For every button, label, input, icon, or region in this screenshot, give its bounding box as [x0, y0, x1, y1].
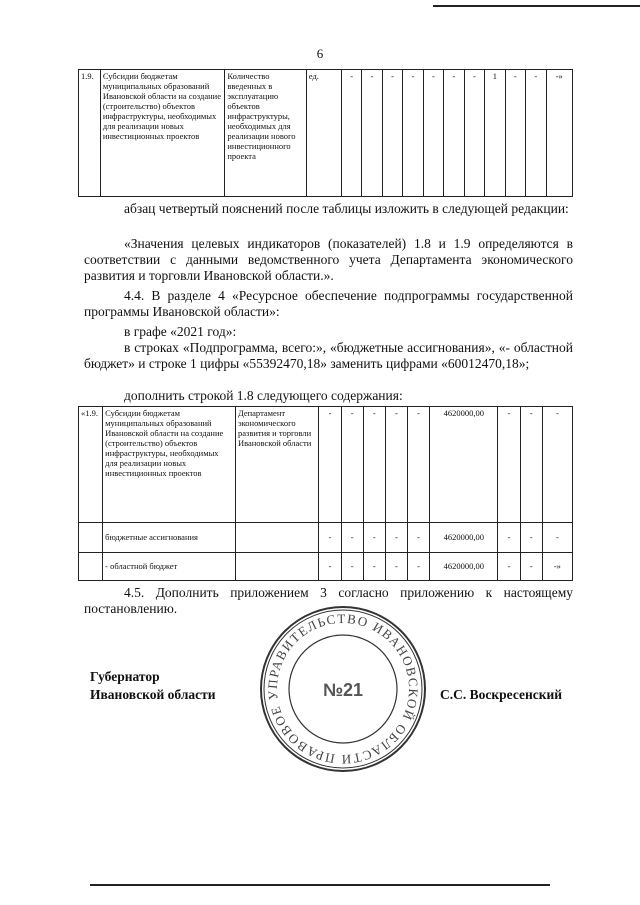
table-row	[79, 552, 573, 580]
value-cell: -	[520, 522, 542, 552]
paragraph-column-2021: в графе «2021 год»:	[124, 324, 237, 339]
value-cell: -	[319, 552, 341, 580]
page-number: 6	[316, 46, 324, 61]
value-cell: -	[319, 407, 341, 523]
value-cell: -	[385, 522, 407, 552]
table-row	[79, 407, 573, 523]
value-cell: -	[319, 522, 341, 552]
row-number	[79, 522, 103, 552]
value-cell: -	[362, 70, 382, 197]
table-row	[79, 522, 573, 552]
paragraph-appendix: 4.5. Дополнить приложением 3 согласно приложению к настоящему постановлению.	[84, 585, 573, 616]
signature-title-line-1: Губернатор	[90, 669, 160, 684]
paragraph-add-row: дополнить строкой 1.8 следующего содержания:	[124, 388, 403, 403]
row-indicator: Количество введенных в эксплуатацию объектов инфраструктуры, необходимых для реализации нового инвестиционного проекта	[225, 70, 306, 197]
value-cell: -	[505, 70, 525, 197]
value-cell: -	[363, 552, 385, 580]
amount-cell: 4620000,00	[430, 407, 498, 523]
row-name: Субсидии бюджетам муниципальных образований Ивановской области на создание (строительство) объектов инфраструктуры, необходимых для реализации новых инвестиционных проектов	[103, 407, 236, 523]
row-executor	[235, 552, 319, 580]
indicators-table	[78, 69, 573, 197]
row-name: Субсидии бюджетам муниципальных образований Ивановской области на создание (строительство) объектов инфраструктуры, необходимых для реализации новых инвестиционных проектов	[100, 70, 225, 197]
value-cell: -	[385, 552, 407, 580]
row-number: «1.9.	[79, 407, 103, 523]
stamp-ring-text: ПРАВИТЕЛЬСТВО ИВАНОВСКОЙ ОБЛАСТИ ПРАВОВОЕ У	[264, 610, 422, 768]
stamp-graphic	[258, 604, 428, 774]
value-cell: -	[363, 522, 385, 552]
value-cell: -	[520, 407, 542, 523]
value-cell: -	[520, 552, 542, 580]
row-number	[79, 552, 103, 580]
paragraph-explanations: абзац четвертый пояснений после таблицы изложить в следующей редакции:	[124, 201, 569, 216]
value-cell: -	[385, 407, 407, 523]
value-cell: 1	[485, 70, 506, 197]
value-cell: -	[403, 70, 423, 197]
bottom-rule	[90, 884, 550, 886]
row-executor	[235, 522, 319, 552]
value-cell: -	[382, 70, 402, 197]
amount-cell: 4620000,00	[430, 522, 498, 552]
row-number: 1.9.	[79, 70, 101, 197]
value-cell: -	[341, 70, 361, 197]
top-rule	[433, 5, 640, 7]
value-cell: -	[498, 407, 520, 523]
row-unit: ед.	[306, 70, 341, 197]
paragraph-section-4: 4.4. В разделе 4 «Ресурсное обеспечение подпрограммы государственной программы Ивановской области»:	[84, 288, 573, 319]
signature-title	[90, 668, 216, 704]
paragraph-indicator-values: «Значения целевых индикаторов (показателей) 1.8 и 1.9 определяются в соответствии с данными ведомственного учета Департамента экономического развития и торговли Ивановской области.».	[84, 236, 573, 283]
official-stamp	[258, 604, 428, 774]
table-row	[79, 70, 573, 197]
value-cell: -	[407, 522, 429, 552]
value-cell: -	[498, 552, 520, 580]
paragraph-replace-figures: в строках «Подпрограмма, всего:», «бюджетные ассигнования», «- областной бюджет» и строке 1 цифры «55392470,18» заменить цифрами «60012470,18»;	[84, 340, 573, 371]
value-cell: -	[407, 552, 429, 580]
signature-name: С.С. Воскресенский	[440, 687, 563, 702]
value-cell: -	[341, 407, 363, 523]
value-cell: -	[464, 70, 484, 197]
amount-cell: 4620000,00	[430, 552, 498, 580]
row-name: - областной бюджет	[103, 552, 236, 580]
value-cell: -	[542, 522, 572, 552]
stamp-center-text: №21	[322, 680, 364, 700]
value-cell: -	[423, 70, 443, 197]
value-cell: -	[542, 407, 572, 523]
value-cell: -	[526, 70, 546, 197]
value-cell: -»	[546, 70, 572, 197]
value-cell: -»	[542, 552, 572, 580]
value-cell: -	[498, 522, 520, 552]
signature-title-line-2: Ивановской области	[90, 687, 216, 702]
value-cell: -	[341, 552, 363, 580]
value-cell: -	[363, 407, 385, 523]
resources-table	[78, 406, 573, 581]
value-cell: -	[407, 407, 429, 523]
value-cell: -	[444, 70, 464, 197]
row-executor: Департамент экономического развития и торговли Ивановской области	[235, 407, 319, 523]
value-cell: -	[341, 522, 363, 552]
row-name: бюджетные ассигнования	[103, 522, 236, 552]
